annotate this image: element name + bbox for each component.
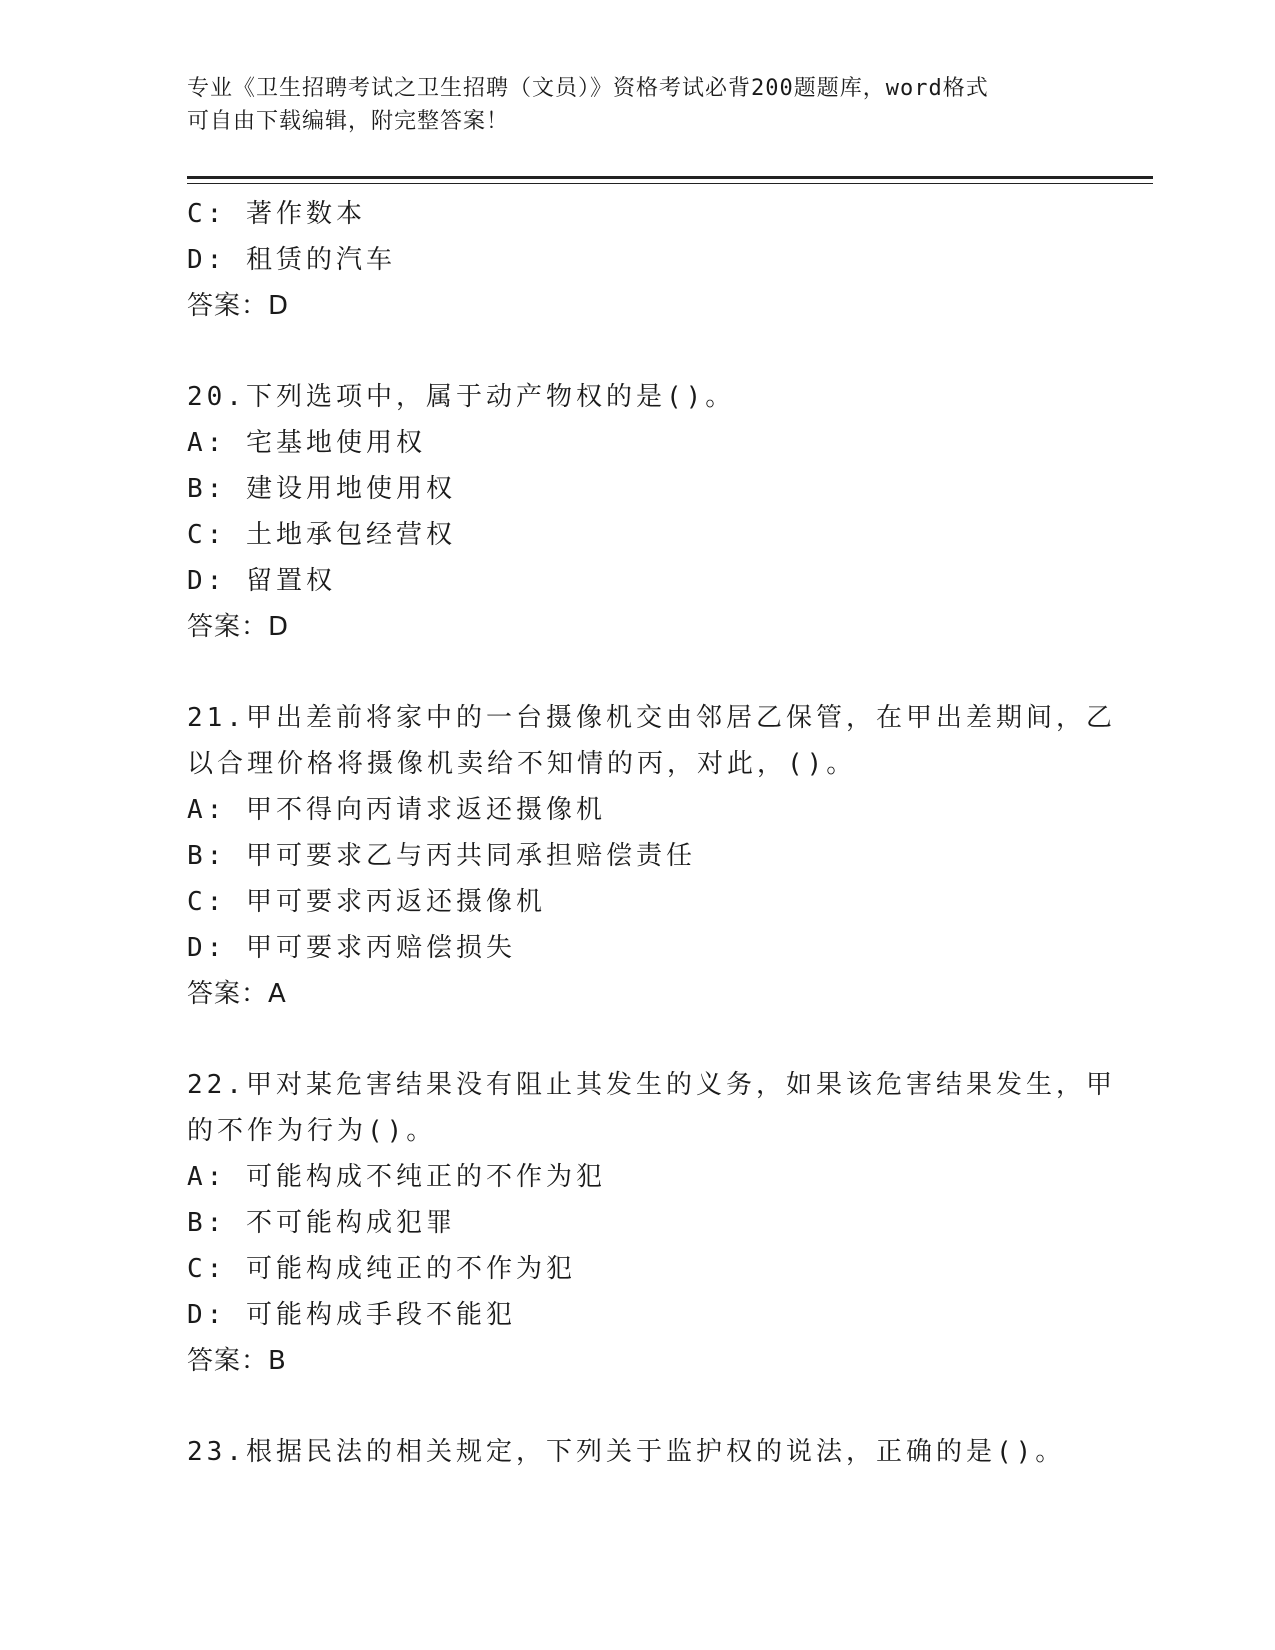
question-block-22 [187,1062,1116,1384]
document-header [187,72,1067,138]
question-stem: 21.甲出差前将家中的一台摄像机交由邻居乙保管，在甲出差期间，乙 [187,703,1116,733]
header-title-line-1: 专业《卫生招聘考试之卫生招聘（文员）》资格考试必背200题题库，word格式 [187,76,989,101]
question-stem: 20.下列选项中，属于动产物权的是()。 [187,382,736,412]
question-list [187,191,1116,1475]
option-d: D: 租赁的汽车 [187,245,396,275]
option-b: B: 建设用地使用权 [187,474,456,504]
option-d: D: 可能构成手段不能犯 [187,1300,516,1330]
option-c: C: 可能构成纯正的不作为犯 [187,1254,576,1284]
question-block-20 [187,374,1087,650]
option-a: A: 可能构成不纯正的不作为犯 [187,1162,606,1192]
header-rule-thick [187,176,1153,179]
spacer [187,329,1087,374]
answer-line: 答案：B [187,1346,287,1376]
answer-line: 答案：D [187,612,290,642]
spacer [187,1384,1087,1429]
option-a: A: 宅基地使用权 [187,428,426,458]
answer-line: 答案：A [187,979,287,1009]
option-a: A: 甲不得向丙请求返还摄像机 [187,795,606,825]
header-rule-thin [187,183,1153,184]
spacer [187,1017,1087,1062]
option-c: C: 著作数本 [187,199,366,229]
question-block-23 [187,1429,1087,1475]
option-d: D: 甲可要求丙赔偿损失 [187,933,516,963]
question-stem-continued: 以合理价格将摄像机卖给不知情的丙，对此，()。 [187,749,857,779]
answer-line: 答案：D [187,291,290,321]
header-title-line-2: 可自由下载编辑，附完整答案！ [187,109,510,134]
option-b: B: 不可能构成犯罪 [187,1208,456,1238]
question-stem: 23.根据民法的相关规定，下列关于监护权的说法，正确的是()。 [187,1437,1066,1467]
option-d: D: 留置权 [187,566,336,596]
question-stem: 22.甲对某危害结果没有阻止其发生的义务，如果该危害结果发生，甲 [187,1070,1116,1100]
option-c: C: 甲可要求丙返还摄像机 [187,887,546,917]
option-c: C: 土地承包经营权 [187,520,456,550]
spacer [187,650,1087,695]
question-block-19-continued [187,191,1087,329]
question-block-21 [187,695,1116,1017]
question-stem-continued: 的不作为行为()。 [187,1116,437,1146]
option-b: B: 甲可要求乙与丙共同承担赔偿责任 [187,841,696,871]
